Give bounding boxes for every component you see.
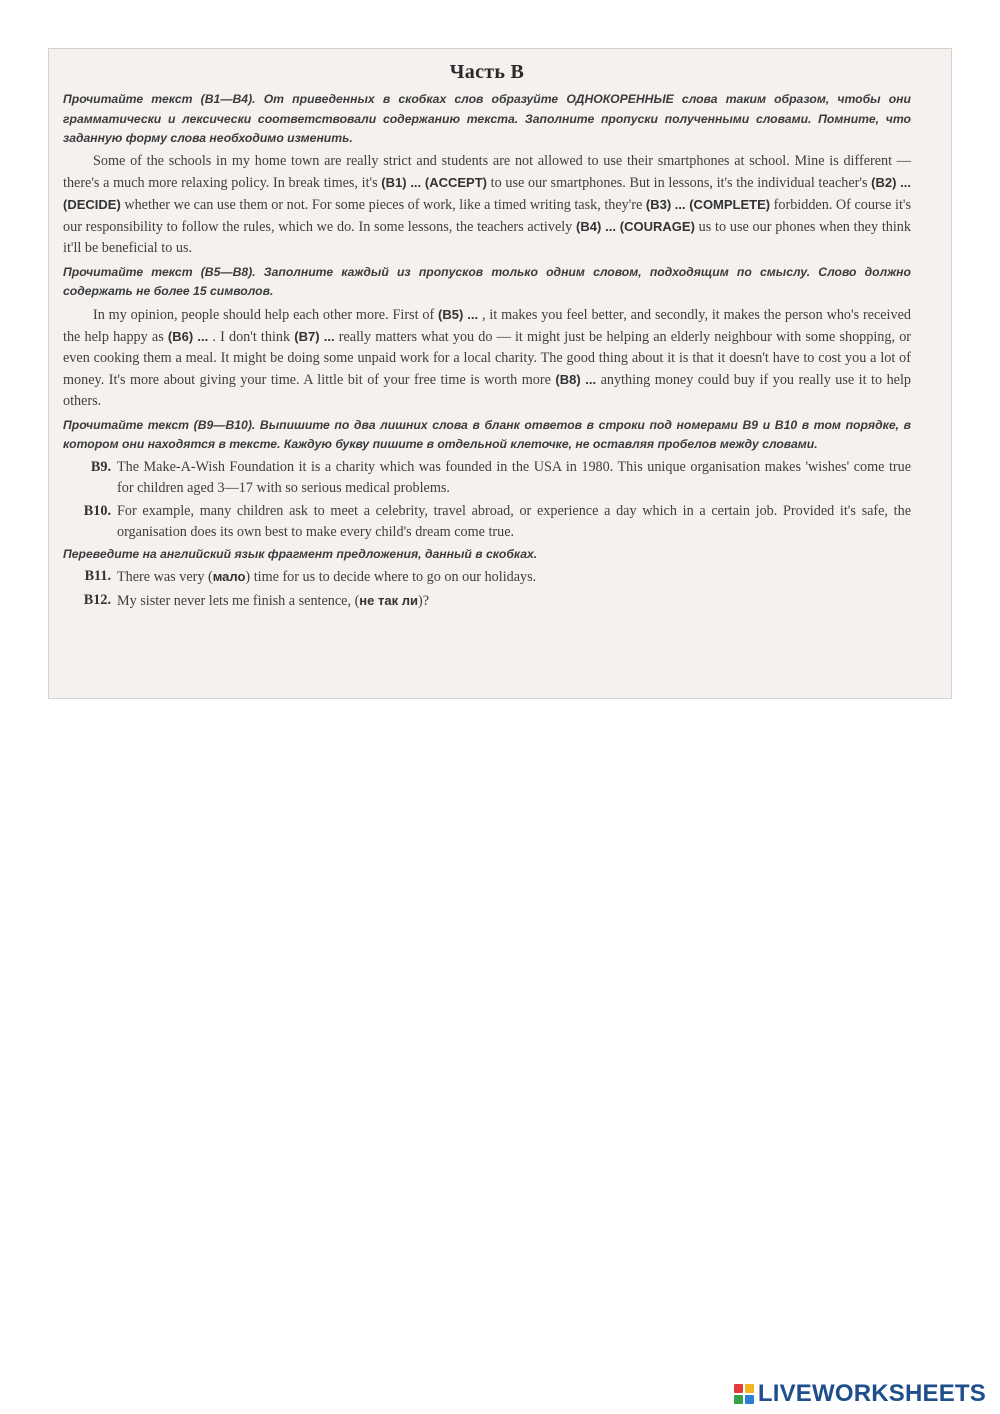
task-b9 xyxy=(63,457,911,499)
instruction-b11-b12: Переведите на английский язык фрагмент предложения, данный в скобках. xyxy=(63,546,538,561)
logo-square xyxy=(745,1395,754,1404)
gap-b2: (B2) ... (DECIDE) xyxy=(63,174,911,212)
translate-fragment: мало xyxy=(212,569,246,584)
brand-name: LIVEWORKSHEETS xyxy=(757,1380,986,1407)
logo-square xyxy=(734,1384,743,1393)
instruction-b5-b8: Прочитайте текст (В5—В8). Заполните каждый из пропусков только одним словом, подходящим по смыслу. Слово должно содержать не более 15 символов. xyxy=(63,264,911,298)
text-b5-b8: In my opinion, people should help each other more. First of (B5) ... , it makes you feel better, and secondly, it makes the person who's received the help happy as (B6) ... . I don't think (B7) ... really matters what you do — it might just be helping an elderly neighbour with some shopping, or even cooking them a meal. It might be doing some unpaid work for a local charity. The good thing about it is that it doesn't have to cost you a lot of money. It's more about giving your time. A little bit of your free time is worth more (B8) ... anything money could buy if you really use it to help others. xyxy=(63,306,912,409)
worksheet-scan xyxy=(48,48,952,699)
task-text: There was very (мало) time for us to decide where to go on our holidays. xyxy=(117,569,537,585)
gap-b5: (B5) ... xyxy=(438,306,479,322)
task-number: B9. xyxy=(90,458,111,475)
task-b10 xyxy=(63,501,911,543)
instruction-b9-b10: Прочитайте текст (В9—В10). Выпишите по два лишних слова в бланк ответов в строки под номерами В9 и В10 в том порядке, в котором они находятся в тексте. Каждую букву пишите в отдельной клеточке, не оставляя пробелов между словами. xyxy=(63,417,911,451)
gap-b4: (B4) ... (COURAGE) xyxy=(576,218,695,234)
task-b12 xyxy=(63,590,911,612)
task-number: B11. xyxy=(84,568,111,584)
instruction-b1-b4: Прочитайте текст (В1—В4). От приведенных в скобках слов образуйте ОДНОКОРЕННЫЕ слова таким образом, чтобы они грамматически и лексически соответствовали содержанию текста. Заполните пропуски полученными словами. Помните, что заданную форму слова необходимо изменить. xyxy=(63,92,911,145)
logo-square xyxy=(734,1395,743,1404)
gap-b3: (B3) ... (COMPLETE) xyxy=(645,196,771,212)
task-number: B10. xyxy=(83,502,111,519)
gap-b6: (B6) ... xyxy=(167,328,209,344)
task-text: The Make-A-Wish Foundation it is a charity which was founded in the USA in 1980. This unique organisation makes 'wishes' come true for children aged 3—17 with so serious medical problems. xyxy=(117,458,911,496)
page-title: Часть В xyxy=(449,61,525,83)
text-b1-b4: Some of the schools in my home town are really strict and students are not allowed to use their smartphones at school. Mine is different — there's a much more relaxing policy. In break times, it's (B1) ... (ACCEPT) to use our smartphones. But in lessons, it's the individual teacher's (B2) ... (DECIDE) whether we can use them or not. For some pieces of work, like a timed writing task, they're (B3) ... (COMPLETE) forbidden. Of course it's our responsibility to follow the rules, which we do. In some lessons, the teachers actively (B4) ... (COURAGE) us to use our phones when they think it'll be beneficial to us. xyxy=(63,152,911,256)
gap-b8: (B8) ... xyxy=(555,371,597,387)
task-number: B12. xyxy=(83,592,111,608)
translate-fragment: не так ли xyxy=(359,593,418,608)
task-text: My sister never lets me finish a sentence, (не так ли)? xyxy=(117,593,429,609)
task-text: For example, many children ask to meet a celebrity, travel abroad, or experience a day which in a certain job. Provided it's safe, the organisation does its own best to make every child's dream come true. xyxy=(117,502,911,540)
liveworksheets-logo[interactable] xyxy=(734,1381,986,1407)
gap-b7: (B7) ... xyxy=(294,328,335,344)
gap-b1: (B1) ... (ACCEPT) xyxy=(381,174,487,190)
logo-square xyxy=(745,1384,754,1393)
task-b11 xyxy=(63,566,911,588)
logo-mark-icon xyxy=(734,1384,754,1404)
